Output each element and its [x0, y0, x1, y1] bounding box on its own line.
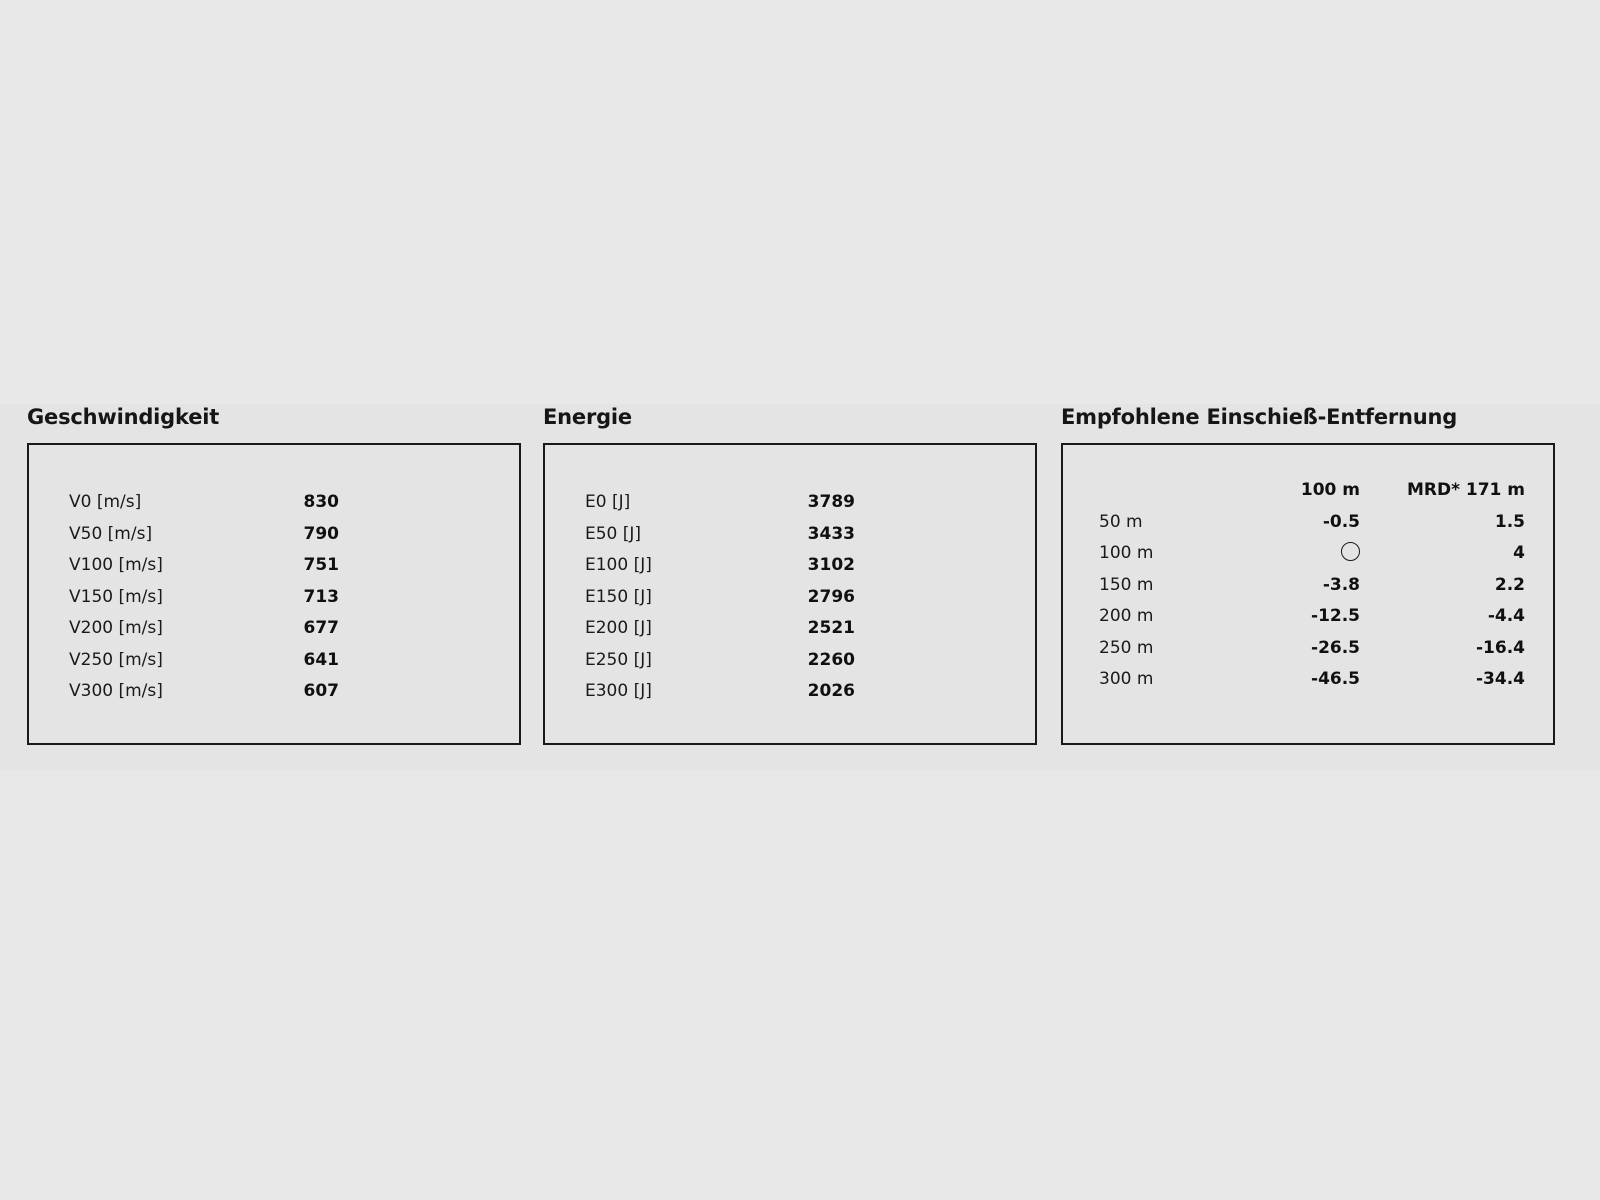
- table-row: [29, 519, 519, 551]
- zero-distance: 300 m: [1099, 669, 1154, 689]
- panel-title-energie: Energie: [543, 405, 632, 429]
- speed-value: 607: [303, 681, 339, 701]
- speed-label: V200 [m/s]: [69, 618, 163, 638]
- energy-table: [545, 487, 1035, 708]
- spacer: [339, 550, 519, 582]
- table-row: [1063, 664, 1553, 696]
- table-row: [545, 550, 1035, 582]
- table-row: [1063, 538, 1553, 570]
- energy-value: 3789: [807, 492, 855, 512]
- zero-distance: 50 m: [1099, 511, 1143, 532]
- speed-label: V150 [m/s]: [69, 586, 163, 607]
- speed-label: V0 [m/s]: [69, 492, 142, 512]
- speed-label: V100 [m/s]: [69, 555, 163, 575]
- zero-header-100m: 100 m: [1300, 480, 1361, 500]
- speed-value: 830: [303, 492, 339, 512]
- table-row: [1063, 507, 1553, 539]
- energy-label: E250 [J]: [585, 649, 652, 670]
- zero-drop-100m: -12.5: [1311, 606, 1361, 626]
- zero-range-table: [1063, 475, 1553, 696]
- speed-label: V250 [m/s]: [69, 649, 163, 670]
- energy-value: 2026: [807, 681, 855, 701]
- zero-drop-100m: [1232, 538, 1360, 570]
- energy-label: E300 [J]: [585, 681, 652, 701]
- spacer: [339, 487, 519, 519]
- speed-table: [29, 487, 519, 708]
- energy-value: 2521: [807, 618, 855, 638]
- spacer: [855, 676, 1035, 708]
- speed-value: 790: [303, 523, 339, 544]
- spacer: [855, 582, 1035, 614]
- table-header-row: [1063, 475, 1553, 507]
- zero-drop-mrd: -16.4: [1476, 637, 1525, 658]
- table-row: [29, 550, 519, 582]
- zero-distance: 150 m: [1099, 574, 1154, 595]
- spacer: [855, 613, 1035, 645]
- table-row: [29, 645, 519, 677]
- spacer: [339, 613, 519, 645]
- table-row: [1063, 570, 1553, 602]
- zero-drop-mrd: -34.4: [1476, 669, 1525, 689]
- panel-title-geschwindigkeit: Geschwindigkeit: [27, 405, 220, 429]
- zero-drop-mrd: 1.5: [1494, 511, 1525, 532]
- energy-label: E200 [J]: [585, 618, 652, 638]
- target-circle-icon: [1341, 542, 1360, 561]
- spacer: [855, 550, 1035, 582]
- speed-value: 641: [303, 649, 339, 670]
- zero-drop-mrd: 4: [1513, 543, 1525, 563]
- panel-box-einschiess-entfernung: [1061, 443, 1555, 745]
- speed-label: V300 [m/s]: [69, 681, 163, 701]
- table-row: [29, 613, 519, 645]
- panel-box-geschwindigkeit: [27, 443, 521, 745]
- panel-title-einschiess-entfernung: Empfohlene Einschieß-Entfernung: [1061, 405, 1458, 429]
- table-row: [29, 676, 519, 708]
- spacer: [855, 645, 1035, 677]
- energy-value: 2796: [807, 586, 855, 607]
- panel-box-energie: [543, 443, 1037, 745]
- zero-drop-100m: -46.5: [1311, 669, 1361, 689]
- speed-value: 713: [303, 586, 339, 607]
- energy-value: 2260: [807, 649, 855, 670]
- table-row: [545, 582, 1035, 614]
- energy-label: E50 [J]: [585, 523, 642, 544]
- table-row: [29, 487, 519, 519]
- panel-geschwindigkeit: [27, 404, 521, 745]
- spacer: [855, 487, 1035, 519]
- zero-distance: 200 m: [1099, 606, 1154, 626]
- zero-header-blank: [1063, 475, 1232, 507]
- table-row: [29, 582, 519, 614]
- zero-drop-100m: -26.5: [1311, 637, 1361, 658]
- table-row: [545, 613, 1035, 645]
- zero-drop-mrd: 2.2: [1494, 574, 1525, 595]
- panel-energie: [543, 404, 1037, 745]
- speed-value: 751: [303, 555, 339, 575]
- table-row: [1063, 633, 1553, 665]
- table-row: [545, 519, 1035, 551]
- table-row: [545, 645, 1035, 677]
- zero-drop-100m: -3.8: [1322, 574, 1361, 595]
- energy-value: 3433: [807, 523, 855, 544]
- speed-value: 677: [303, 618, 339, 638]
- energy-value: 3102: [807, 555, 855, 575]
- table-row: [545, 487, 1035, 519]
- spacer: [339, 582, 519, 614]
- energy-label: E150 [J]: [585, 586, 652, 607]
- zero-distance: 250 m: [1099, 637, 1154, 658]
- spacer: [339, 645, 519, 677]
- zero-distance: 100 m: [1099, 543, 1154, 563]
- zero-header-mrd: MRD* 171 m: [1406, 480, 1525, 500]
- energy-label: E100 [J]: [585, 555, 652, 575]
- panel-band: [0, 404, 1600, 770]
- table-row: [1063, 601, 1553, 633]
- table-row: [545, 676, 1035, 708]
- zero-drop-mrd: -4.4: [1487, 606, 1525, 626]
- speed-label: V50 [m/s]: [69, 523, 153, 544]
- spacer: [339, 519, 519, 551]
- zero-drop-100m: -0.5: [1322, 511, 1361, 532]
- energy-label: E0 [J]: [585, 492, 631, 512]
- panel-einschiess-entfernung: [1061, 404, 1555, 745]
- spacer: [855, 519, 1035, 551]
- spacer: [339, 676, 519, 708]
